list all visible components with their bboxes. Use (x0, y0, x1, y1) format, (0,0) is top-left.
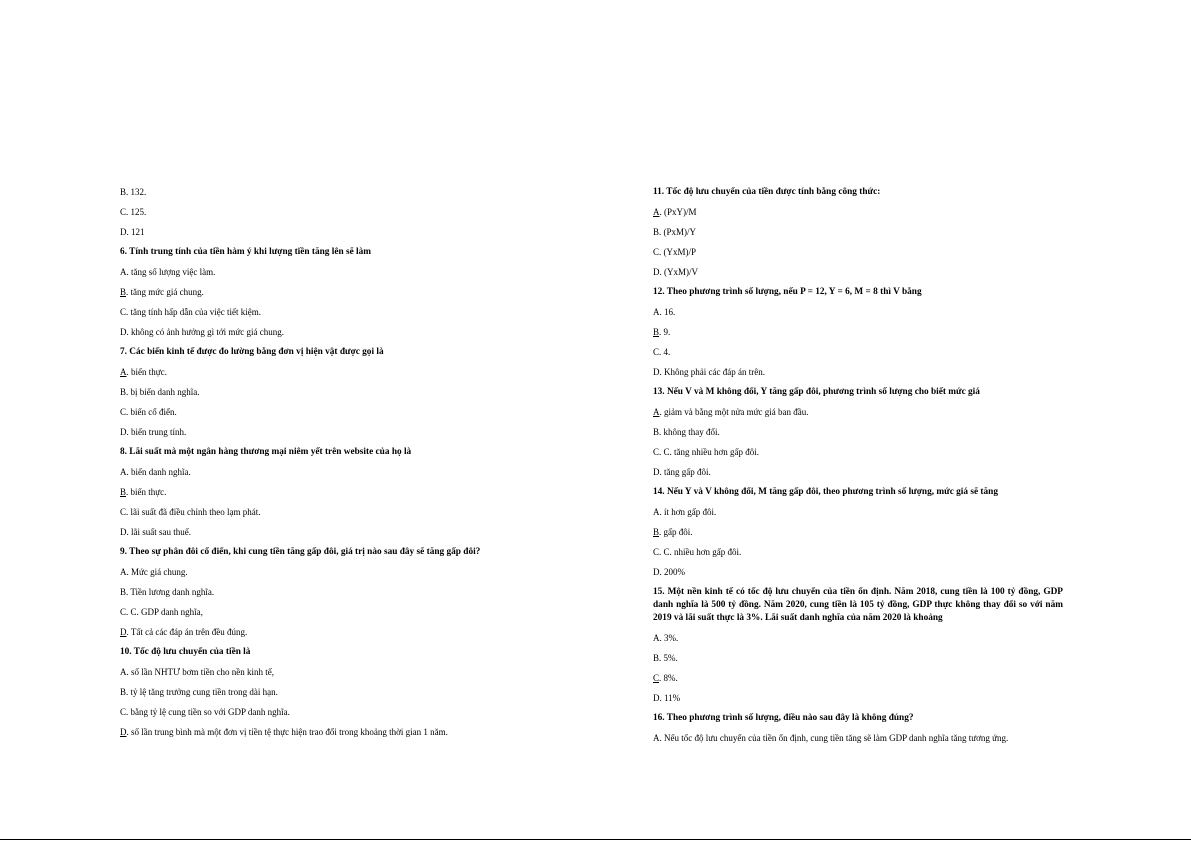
answer-text: . không thay đổi. (659, 427, 720, 437)
answer-letter: D (653, 567, 660, 577)
answer-option (120, 262, 560, 282)
question-text: 7. Các biến kinh tế được đo lường bằng đơn vị hiện vật được gọi là (120, 347, 384, 357)
answer-text: . (PxY)/M (659, 207, 697, 217)
answer-text: . 5%. (659, 653, 678, 663)
answer-option (653, 322, 1063, 342)
answer-option (653, 522, 1063, 542)
answer-option (120, 702, 560, 722)
answer-text: . biến thực. (126, 367, 167, 377)
question-text: 16. Theo phương trình số lượng, điều nào sau đây là không đúng? (653, 713, 914, 723)
answer-text: . Nếu tốc độ lưu chuyển của tiền ổn định, cung tiền tăng sẽ làm GDP danh nghĩa tăng tương ứng. (659, 733, 1009, 743)
answer-letter: D (653, 267, 660, 277)
answer-option (120, 662, 560, 682)
answer-option (653, 302, 1063, 322)
answer-option (120, 322, 560, 342)
correct-answer-letter: B (120, 487, 127, 497)
answer-option (653, 402, 1063, 422)
answer-letter: C (653, 247, 660, 257)
answer-letter: B (120, 387, 127, 397)
answer-option (653, 442, 1063, 462)
answer-letter: D (120, 227, 127, 237)
answer-text: . Tiền lương danh nghĩa. (126, 587, 215, 597)
answer-letter: A (653, 307, 660, 317)
answer-text: . 16. (659, 307, 676, 317)
answer-option (653, 688, 1063, 708)
answer-letter: D (653, 693, 660, 703)
answer-text: . Mức giá chung. (126, 567, 188, 577)
correct-answer-letter: C (653, 673, 660, 683)
answer-option (653, 502, 1063, 522)
question-text: 9. Theo sự phân đôi cổ điển, khi cung tiền tăng gấp đôi, giá trị nào sau đây sẽ tăng gấp đôi? (120, 547, 481, 557)
correct-answer-letter: D (120, 727, 127, 737)
answer-text: . biến trung tính. (126, 427, 187, 437)
answer-option (120, 562, 560, 582)
answer-letter: D (653, 467, 660, 477)
answer-option (120, 402, 560, 422)
correct-answer-letter: A (653, 407, 660, 417)
answer-option (653, 362, 1063, 382)
answer-option (653, 462, 1063, 482)
answer-option (653, 202, 1063, 222)
answer-letter: C (120, 707, 127, 717)
answer-text: . 200% (659, 567, 685, 577)
answer-text: . 3%. (659, 633, 679, 643)
answer-text: . tăng tính hấp dẫn của việc tiết kiệm. (126, 307, 261, 317)
answer-option (120, 302, 560, 322)
answer-text: . ít hơn gấp đôi. (659, 507, 717, 517)
answer-option (120, 222, 560, 242)
answer-letter: C (120, 507, 127, 517)
answer-letter: A (653, 633, 660, 643)
answer-letter: D (120, 427, 127, 437)
answer-text: . C. GDP danh nghĩa, (126, 607, 203, 617)
right-column (653, 182, 1063, 748)
answer-letter: B (653, 427, 660, 437)
answer-text: . tăng gấp đôi. (659, 467, 711, 477)
answer-text: . 4. (659, 347, 671, 357)
answer-text: . tăng số lượng việc làm. (126, 267, 216, 277)
correct-answer-letter: A (120, 367, 127, 377)
answer-option (120, 682, 560, 702)
correct-answer-letter: B (653, 527, 660, 537)
answer-letter: A (653, 507, 660, 517)
answer-text: . 11% (659, 693, 681, 703)
answer-text: . 8%. (659, 673, 678, 683)
answer-letter: C (120, 207, 127, 217)
answer-letter: C (120, 607, 127, 617)
answer-option (653, 728, 1063, 748)
answer-text: . tỷ lệ tăng trưởng cung tiền trong dài hạn. (126, 687, 278, 697)
question-text: 13. Nếu V và M không đổi, Y tăng gấp đôi, phương trình số lượng cho biết mức giá (653, 387, 980, 397)
answer-letter: D (120, 527, 127, 537)
answer-option (653, 648, 1063, 668)
answer-text: . 125. (126, 207, 147, 217)
answer-option (120, 182, 560, 202)
answer-option (120, 522, 560, 542)
answer-letter: C (653, 347, 660, 357)
answer-text: . giảm và bằng một nửa mức giá ban đầu. (659, 407, 809, 417)
answer-option (120, 382, 560, 402)
question-text: 10. Tốc độ lưu chuyển của tiền là (120, 647, 251, 657)
answer-option (120, 422, 560, 442)
answer-option (120, 282, 560, 302)
question-text: 15. Một nền kinh tế có tốc độ lưu chuyển của tiền ổn định. Năm 2018, cung tiền là 100 tỷ đồng, GDP danh nghĩa là 500 tỷ đồng. Năm 2020, cung tiền là 105 tỷ đồng, GDP thực không thay đổi so với năm 2019 và lãi suất thực là 3%. Lãi suất danh nghĩa của năm 2020 là khoảng (653, 587, 1063, 623)
answer-text: . bị biến danh nghĩa. (126, 387, 200, 397)
answer-letter: D (120, 327, 127, 337)
correct-answer-letter: D (120, 627, 127, 637)
answer-text: . 132. (126, 187, 147, 197)
answer-option (653, 542, 1063, 562)
answer-letter: B (653, 227, 660, 237)
answer-letter: A (120, 667, 127, 677)
answer-text: . Tất cả các đáp án trên đều đúng. (126, 627, 248, 637)
answer-letter: C (653, 547, 660, 557)
answer-text: . C. nhiều hơn gấp đôi. (659, 547, 742, 557)
answer-letter: B (653, 653, 660, 663)
answer-option (120, 362, 560, 382)
answer-option (653, 628, 1063, 648)
answer-text: . 121 (126, 227, 145, 237)
answer-option (120, 202, 560, 222)
answer-text: . C. tăng nhiều hơn gấp đôi. (659, 447, 760, 457)
question-text: 14. Nếu Y và V không đổi, M tăng gấp đôi, theo phương trình số lượng, mức giá sẽ tăng (653, 487, 998, 497)
answer-letter: B (120, 687, 127, 697)
answer-option (120, 622, 560, 642)
answer-text: . số lần trung bình mà một đơn vị tiền tệ thực hiện trao đổi trong khoảng thời gian 1 năm. (126, 727, 448, 737)
answer-letter: A (120, 467, 127, 477)
answer-option (120, 722, 560, 742)
answer-text: . biến danh nghĩa. (126, 467, 191, 477)
answer-text: . (PxM)/Y (659, 227, 697, 237)
answer-letter: D (653, 367, 660, 377)
page-bottom-rule (0, 839, 1191, 840)
answer-text: . gấp đôi. (659, 527, 693, 537)
answer-text: . biến thực. (126, 487, 167, 497)
answer-letter: B (120, 187, 127, 197)
left-column (120, 182, 560, 742)
answer-option (120, 602, 560, 622)
answer-text: . không có ảnh hưởng gì tới mức giá chung. (126, 327, 284, 337)
answer-option (120, 502, 560, 522)
answer-letter: A (120, 567, 127, 577)
answer-text: . biến cổ điển. (126, 407, 177, 417)
answer-text: . (YxM)/P (659, 247, 697, 257)
answer-option (653, 342, 1063, 362)
answer-letter: C (653, 447, 660, 457)
correct-answer-letter: B (653, 327, 660, 337)
answer-option (120, 462, 560, 482)
answer-text: . Không phải các đáp án trên. (659, 367, 765, 377)
answer-option (653, 242, 1063, 262)
question-text: 12. Theo phương trình số lượng, nếu P = 12, Y = 6, M = 8 thì V bằng (653, 287, 922, 297)
answer-option (653, 422, 1063, 442)
answer-text: . bằng tỷ lệ cung tiền so với GDP danh nghĩa. (126, 707, 290, 717)
correct-answer-letter: B (120, 287, 127, 297)
answer-text: . lãi suất đã điều chỉnh theo lạm phát. (126, 507, 261, 517)
answer-option (653, 222, 1063, 242)
answer-text: . 9. (659, 327, 671, 337)
answer-letter: A (120, 267, 127, 277)
answer-text: . (YxM)/V (659, 267, 698, 277)
question-text: 8. Lãi suất mà một ngân hàng thương mại niêm yết trên website của họ là (120, 447, 412, 457)
question-text: 11. Tốc độ lưu chuyển của tiền được tính bằng công thức: (653, 187, 881, 197)
answer-text: . tăng mức giá chung. (126, 287, 204, 297)
answer-text: . lãi suất sau thuế. (126, 527, 191, 537)
answer-letter: B (120, 587, 127, 597)
correct-answer-letter: A (653, 207, 660, 217)
answer-option (120, 482, 560, 502)
answer-option (653, 562, 1063, 582)
answer-option (653, 262, 1063, 282)
answer-option (653, 668, 1063, 688)
question-text: 6. Tính trung tính của tiền hàm ý khi lượng tiền tăng lên sẽ làm (120, 247, 372, 257)
answer-text: . số lần NHTƯ bơm tiền cho nền kinh tế, (126, 667, 274, 677)
answer-option (120, 582, 560, 602)
answer-letter: A (653, 733, 660, 743)
answer-letter: C (120, 407, 127, 417)
answer-letter: C (120, 307, 127, 317)
